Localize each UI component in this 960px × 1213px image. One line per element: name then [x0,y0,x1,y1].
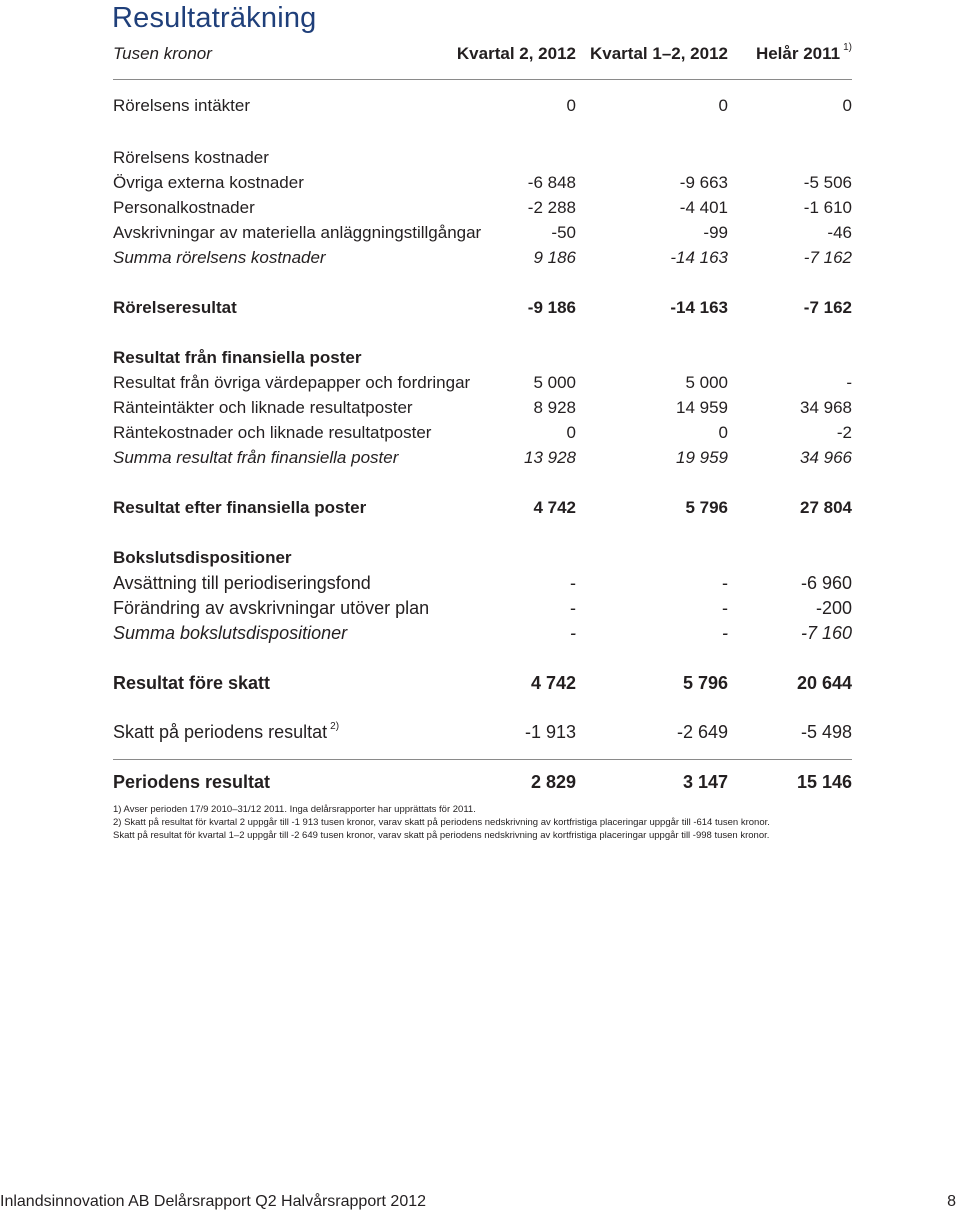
value-q2: 4 742 [533,498,576,517]
value-q1-2: 14 959 [676,398,728,417]
value-q1-2: 19 959 [676,448,728,467]
subtotal-row [113,246,852,270]
value-q2: 0 [566,96,576,115]
value-full-year: -200 [815,598,852,618]
table-row [113,571,852,595]
row-label: Förändring av avskrivningar utöver plan [113,598,430,618]
value-q2: 5 000 [533,373,576,392]
row-label: Rörelsens intäkter [113,96,251,115]
value-q2: 2 829 [530,772,576,792]
value-q1-2: - [722,623,728,643]
table-row [113,94,852,118]
table-row [113,171,852,195]
row-label: Bokslutsdispositioner [113,548,292,567]
row-label: Periodens resultat [113,772,271,792]
row-label: Summa rörelsens kostnader [113,248,326,267]
value-full-year: -7 160 [800,623,852,643]
row-label: Övriga externa kostnader [113,173,304,192]
value-q1-2: 5 796 [685,498,728,517]
table-row [113,596,852,620]
value-q1-2: 5 796 [682,673,728,693]
row-label: Avskrivningar av materiella anläggningstillgångar [113,223,482,242]
row-label: Ränteintäkter och liknade resultatposter [113,398,413,417]
value-full-year: -7 162 [803,298,852,317]
row-label: Avsättning till periodiseringsfond [113,573,371,593]
subtotal-row [113,621,852,645]
footnote-marker-1: 1) [843,42,852,53]
row-label: Resultat före skatt [113,673,271,693]
value-q1-2: 0 [718,96,728,115]
value-q2: -6 848 [527,173,576,192]
value-q1-2: 0 [718,423,728,442]
row-label: Resultat efter finansiella poster [113,498,367,517]
value-q2: -50 [551,223,576,242]
value-full-year: -5 498 [800,722,852,742]
total-row [113,671,852,695]
value-q1-2: -14 163 [670,298,728,317]
value-q2: 0 [566,423,576,442]
value-q2: -1 913 [524,722,576,742]
value-q1-2: -14 163 [670,248,728,267]
subtotal-row [113,446,852,470]
section-heading [113,546,852,570]
value-q1-2: 5 000 [685,373,728,392]
footnote: 1) Avser perioden 17/9 2010–31/12 2011. Inga delårsrapporter har upprättats för 2011. [113,804,476,815]
value-full-year: 15 146 [796,772,852,792]
value-full-year: 27 804 [800,498,852,517]
column-header-full-year-label: Helår 2011 [755,44,841,63]
value-full-year: -7 162 [803,248,852,267]
value-full-year: -46 [827,223,852,242]
value-q2: -9 186 [527,298,576,317]
total-row [113,770,852,794]
page-number: 8 [947,1193,956,1210]
value-q1-2: - [722,598,728,618]
section-heading [113,346,852,370]
value-full-year: 0 [842,96,852,115]
value-full-year: -2 [836,423,852,442]
value-full-year: 34 966 [800,448,852,467]
value-q2: 13 928 [524,448,576,467]
page-title: Resultaträkning [112,2,317,34]
value-q1-2: -9 663 [679,173,728,192]
row-label [113,720,339,748]
value-full-year: -6 960 [800,573,852,593]
value-q2: 9 186 [533,248,576,267]
result-rule [113,759,852,760]
row-label-text: Skatt på periodens resultat [113,722,328,742]
value-q1-2: -99 [703,223,728,242]
table-row [113,396,852,420]
table-row [113,221,852,245]
row-label: Summa resultat från finansiella poster [113,448,399,467]
row-label: Resultat från finansiella poster [113,348,362,367]
value-full-year: -1 610 [803,198,852,217]
table-row [113,720,852,744]
column-header-q2: Kvartal 2, 2012 [456,44,576,63]
value-q2: 4 742 [530,673,576,693]
total-row [113,496,852,520]
value-q2: - [570,623,576,643]
value-full-year: 34 968 [800,398,852,417]
table-row [113,421,852,445]
value-q2: -2 288 [527,198,576,217]
value-q1-2: 3 147 [682,772,728,792]
row-label: Rörelseresultat [113,298,237,317]
unit-label: Tusen kronor [113,44,212,63]
value-full-year: - [846,373,852,392]
column-header-q1-2: Kvartal 1–2, 2012 [590,44,728,63]
footnotes [113,803,853,842]
table-row [113,371,852,395]
value-q2: - [570,598,576,618]
value-full-year: 20 644 [796,673,852,693]
value-q2: - [570,573,576,593]
total-row [113,296,852,320]
value-q2: 8 928 [533,398,576,417]
row-label: Resultat från övriga värdepapper och fordringar [113,373,471,392]
table-row [113,196,852,220]
section-heading [113,146,852,170]
footnote: 2) Skatt på resultat för kvartal 2 uppgår till -1 913 tusen kronor, varav skatt på periodens nedskrivning av kortfristiga placeringar uppgår till -614 tusen kronor. [113,817,770,828]
footnote: Skatt på resultat för kvartal 1–2 uppgår till -2 649 tusen kronor, varav skatt på periodens nedskrivning av kortfristiga placeringar uppgår till -998 tusen kronor. [113,830,770,841]
value-q1-2: -2 649 [676,722,728,742]
table-header [113,44,852,70]
footer-report-title: Inlandsinnovation AB Delårsrapport Q2 Halvårsrapport 2012 [0,1193,427,1210]
row-label: Rörelsens kostnader [113,148,269,167]
value-full-year: -5 506 [803,173,852,192]
value-q1-2: - [722,573,728,593]
value-q1-2: -4 401 [679,198,728,217]
row-label: Summa bokslutsdispositioner [113,623,348,643]
header-rule [113,79,852,80]
row-label: Personalkostnader [113,198,255,217]
row-label: Räntekostnader och liknade resultatposter [113,423,432,442]
footnote-marker-2: 2) [330,721,340,732]
column-header-full-year [756,44,852,64]
